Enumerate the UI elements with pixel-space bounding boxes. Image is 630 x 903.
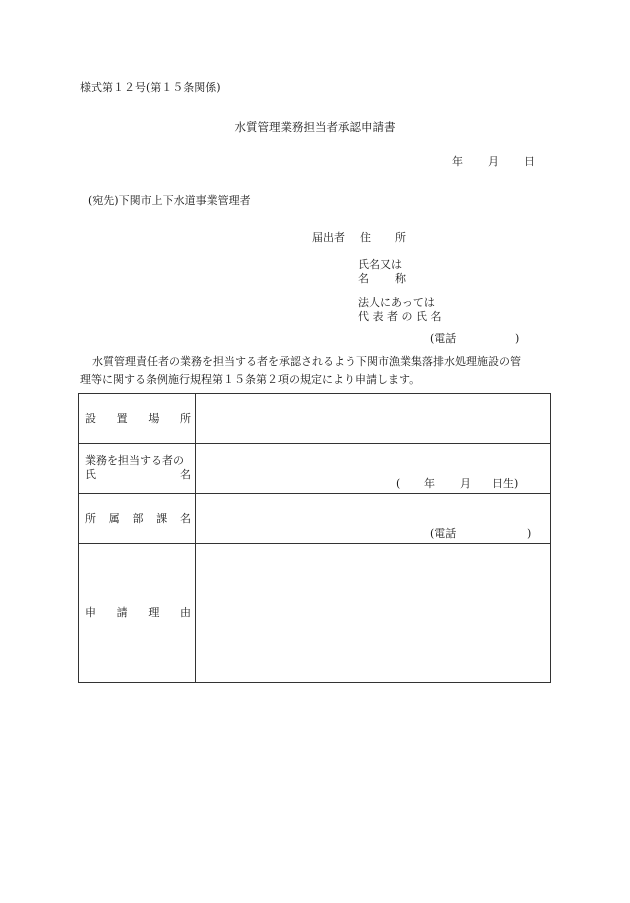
address-label-2: 所 xyxy=(395,231,406,244)
person-name-label-cell xyxy=(79,444,196,494)
phone-open: (電話 xyxy=(430,332,457,345)
table-row-location xyxy=(79,394,551,444)
phone-close: ) xyxy=(515,332,520,345)
name-label-line2-2: 称 xyxy=(395,272,406,285)
date-day: 日 xyxy=(524,155,535,168)
body-text-line1: 水質管理責任者の業務を担当する者を承認されるよう下関市漁業集落排水処理施設の管 xyxy=(92,355,521,368)
person-name-label-line2: 氏 名 xyxy=(85,468,191,481)
document-title: 水質管理業務担当者承認申請書 xyxy=(234,120,396,134)
applicant-label: 届出者 xyxy=(312,231,345,244)
addressee: (宛先)下関市上下水道事業管理者 xyxy=(88,194,251,207)
birth-year: 年 xyxy=(424,477,435,490)
dept-phone-close: ) xyxy=(527,527,532,540)
table-row-reason xyxy=(79,544,551,683)
name-label-line2-1: 名 xyxy=(358,272,369,285)
date-year: 年 xyxy=(452,155,463,168)
department-label-cell xyxy=(79,494,196,544)
birth-day-close: 日生) xyxy=(492,477,519,490)
dept-phone-open: (電話 xyxy=(430,527,457,540)
birth-month: 月 xyxy=(460,477,471,490)
date-month: 月 xyxy=(488,155,499,168)
address-label-1: 住 xyxy=(360,231,371,244)
table-row-department xyxy=(79,494,551,544)
reason-value-cell[interactable] xyxy=(196,544,551,683)
corp-label-line2: 代 表 者 の 氏 名 xyxy=(358,310,442,323)
birth-open: ( xyxy=(396,477,401,490)
department-label: 所 属 部 課 名 xyxy=(85,512,191,525)
person-name-label-line1: 業務を担当する者の xyxy=(85,454,184,467)
reason-label-cell xyxy=(79,544,196,683)
location-label-cell xyxy=(79,394,196,444)
application-table xyxy=(78,393,551,683)
corp-label-line1: 法人にあっては xyxy=(358,296,435,309)
person-name-value-cell[interactable] xyxy=(196,444,551,494)
table-row-person-name xyxy=(79,444,551,494)
department-value-cell[interactable] xyxy=(196,494,551,544)
location-value-cell[interactable] xyxy=(196,394,551,444)
body-text-line2: 理等に関する条例施行規程第１５条第２項の規定により申請します。 xyxy=(80,373,421,386)
reason-label: 申 請 理 由 xyxy=(85,606,191,619)
name-label-line1: 氏名又は xyxy=(358,258,402,271)
form-number: 様式第１２号(第１５条関係) xyxy=(80,81,221,94)
location-label: 設 置 場 所 xyxy=(85,412,191,425)
